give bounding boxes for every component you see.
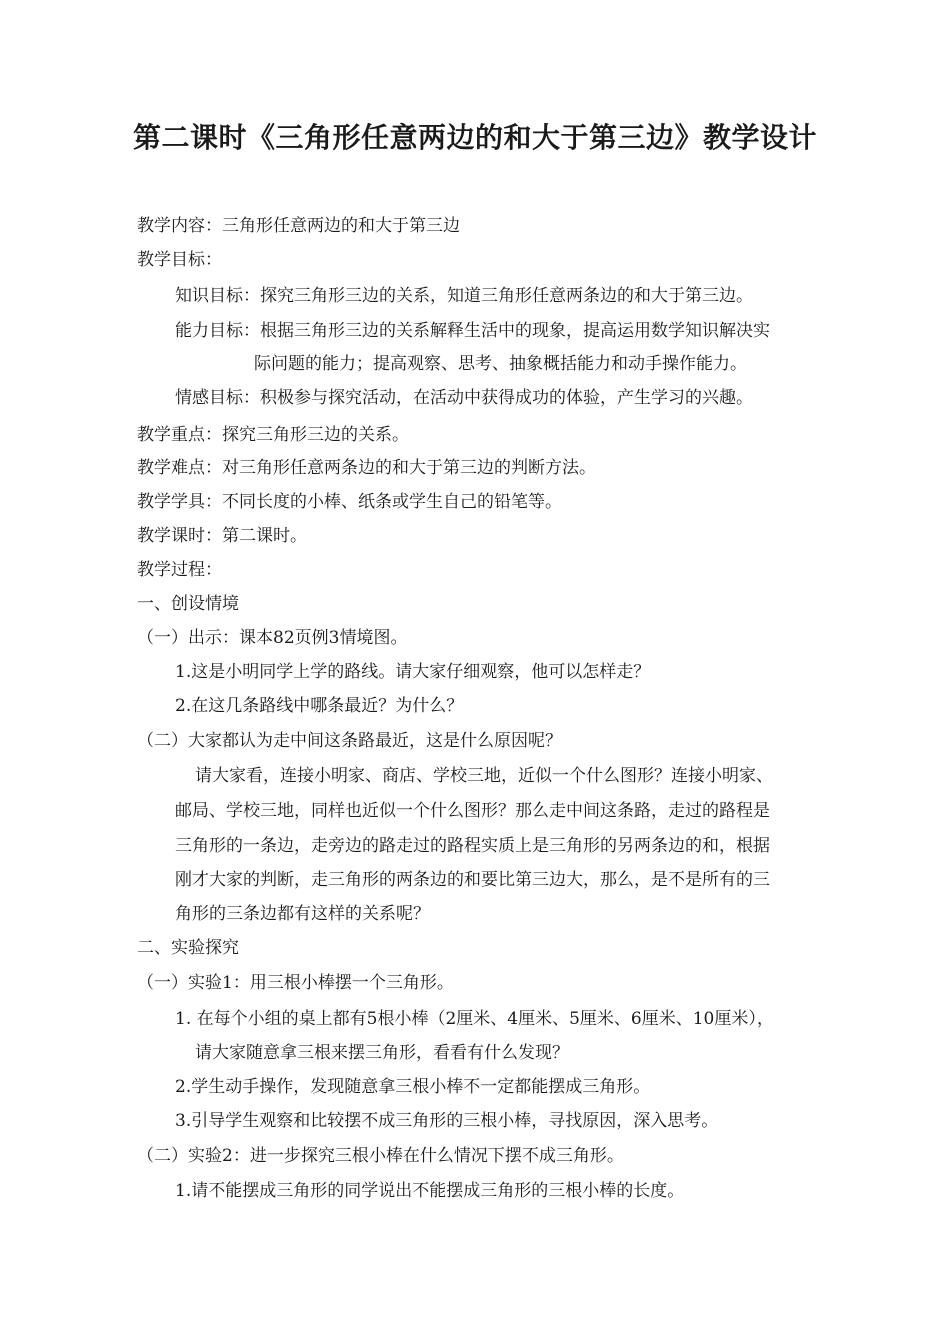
line-ability-goal-cont: 际问题的能力；提高观察、思考、抽象概括能力和动手操作能力。 (254, 354, 747, 374)
subsection-1-1: （一）出示：课本82页例3情境图。 (137, 628, 408, 648)
subsection-1-2: （二）大家都认为走中间这条路最近，这是什么原因呢？ (137, 731, 562, 751)
line-exp1-step-3: 3.引导学生观察和比较摆不成三角形的三根小棒，寻找原因，深入思考。 (175, 1111, 719, 1131)
paragraph-line-3: 三角形的一条边，走旁边的路走过的路程实质上是三角形的另两条边的和，根据 (175, 836, 770, 856)
paragraph-line-4: 刚才大家的判断，走三角形的两条边的和要比第三边大，那么，是不是所有的三 (175, 870, 770, 890)
subsection-2-2: （二）实验2：进一步探究三根小棒在什么情况下摆不成三角形。 (137, 1146, 624, 1166)
paragraph-line-5: 角形的三条边都有这样的关系呢？ (175, 904, 430, 924)
paragraph-line-1: 请大家看，连接小明家、商店、学校三地，近似一个什么图形？连接小明家、 (195, 766, 773, 786)
line-tools: 教学学具：不同长度的小棒、纸条或学生自己的铅笔等。 (137, 492, 562, 512)
line-step-2: 2.在这几条路线中哪条最近？为什么？ (175, 696, 464, 716)
line-step-1: 1.这是小明同学上学的路线。请大家仔细观察，他可以怎样走？ (175, 662, 651, 682)
section-heading-1: 一、创设情境 (137, 594, 239, 614)
line-emotion-goal: 情感目标：积极参与探究活动，在活动中获得成功的体验，产生学习的兴趣。 (175, 388, 753, 408)
line-exp1-step-1-cont: 请大家随意拿三根来摆三角形，看看有什么发现？ (195, 1043, 569, 1063)
line-process: 教学过程： (137, 560, 222, 580)
line-teaching-content: 教学内容：三角形任意两边的和大于第三边 (137, 216, 460, 236)
section-heading-2: 二、实验探究 (137, 938, 239, 958)
line-exp1-step-2: 2.学生动手操作，发现随意拿三根小棒不一定都能摆成三角形。 (175, 1077, 651, 1097)
line-teaching-goals: 教学目标： (137, 250, 222, 270)
line-difficulty: 教学难点：对三角形任意两条边的和大于第三边的判断方法。 (137, 458, 596, 478)
page-title: 第二课时《三角形任意两边的和大于第三边》教学设计 (132, 121, 817, 154)
line-exp2-step-1: 1.请不能摆成三角形的同学说出不能摆成三角形的三根小棒的长度。 (175, 1181, 685, 1201)
line-knowledge-goal: 知识目标：探究三角形三边的关系，知道三角形任意两条边的和大于第三边。 (175, 286, 753, 306)
line-lesson-period: 教学课时：第二课时。 (137, 526, 307, 546)
line-exp1-step-1: 1. 在每个小组的桌上都有5根小棒（2厘米、4厘米、5厘米、6厘米、10厘米）， (175, 1009, 774, 1029)
line-key-point: 教学重点：探究三角形三边的关系。 (137, 425, 409, 445)
line-ability-goal: 能力目标：根据三角形三边的关系解释生活中的现象，提高运用数学知识解决实 (175, 321, 770, 341)
paragraph-line-2: 邮局、学校三地，同样也近似一个什么图形？那么走中间这条路，走过的路程是 (175, 801, 770, 821)
subsection-2-1: （一）实验1：用三根小棒摆一个三角形。 (137, 973, 454, 993)
